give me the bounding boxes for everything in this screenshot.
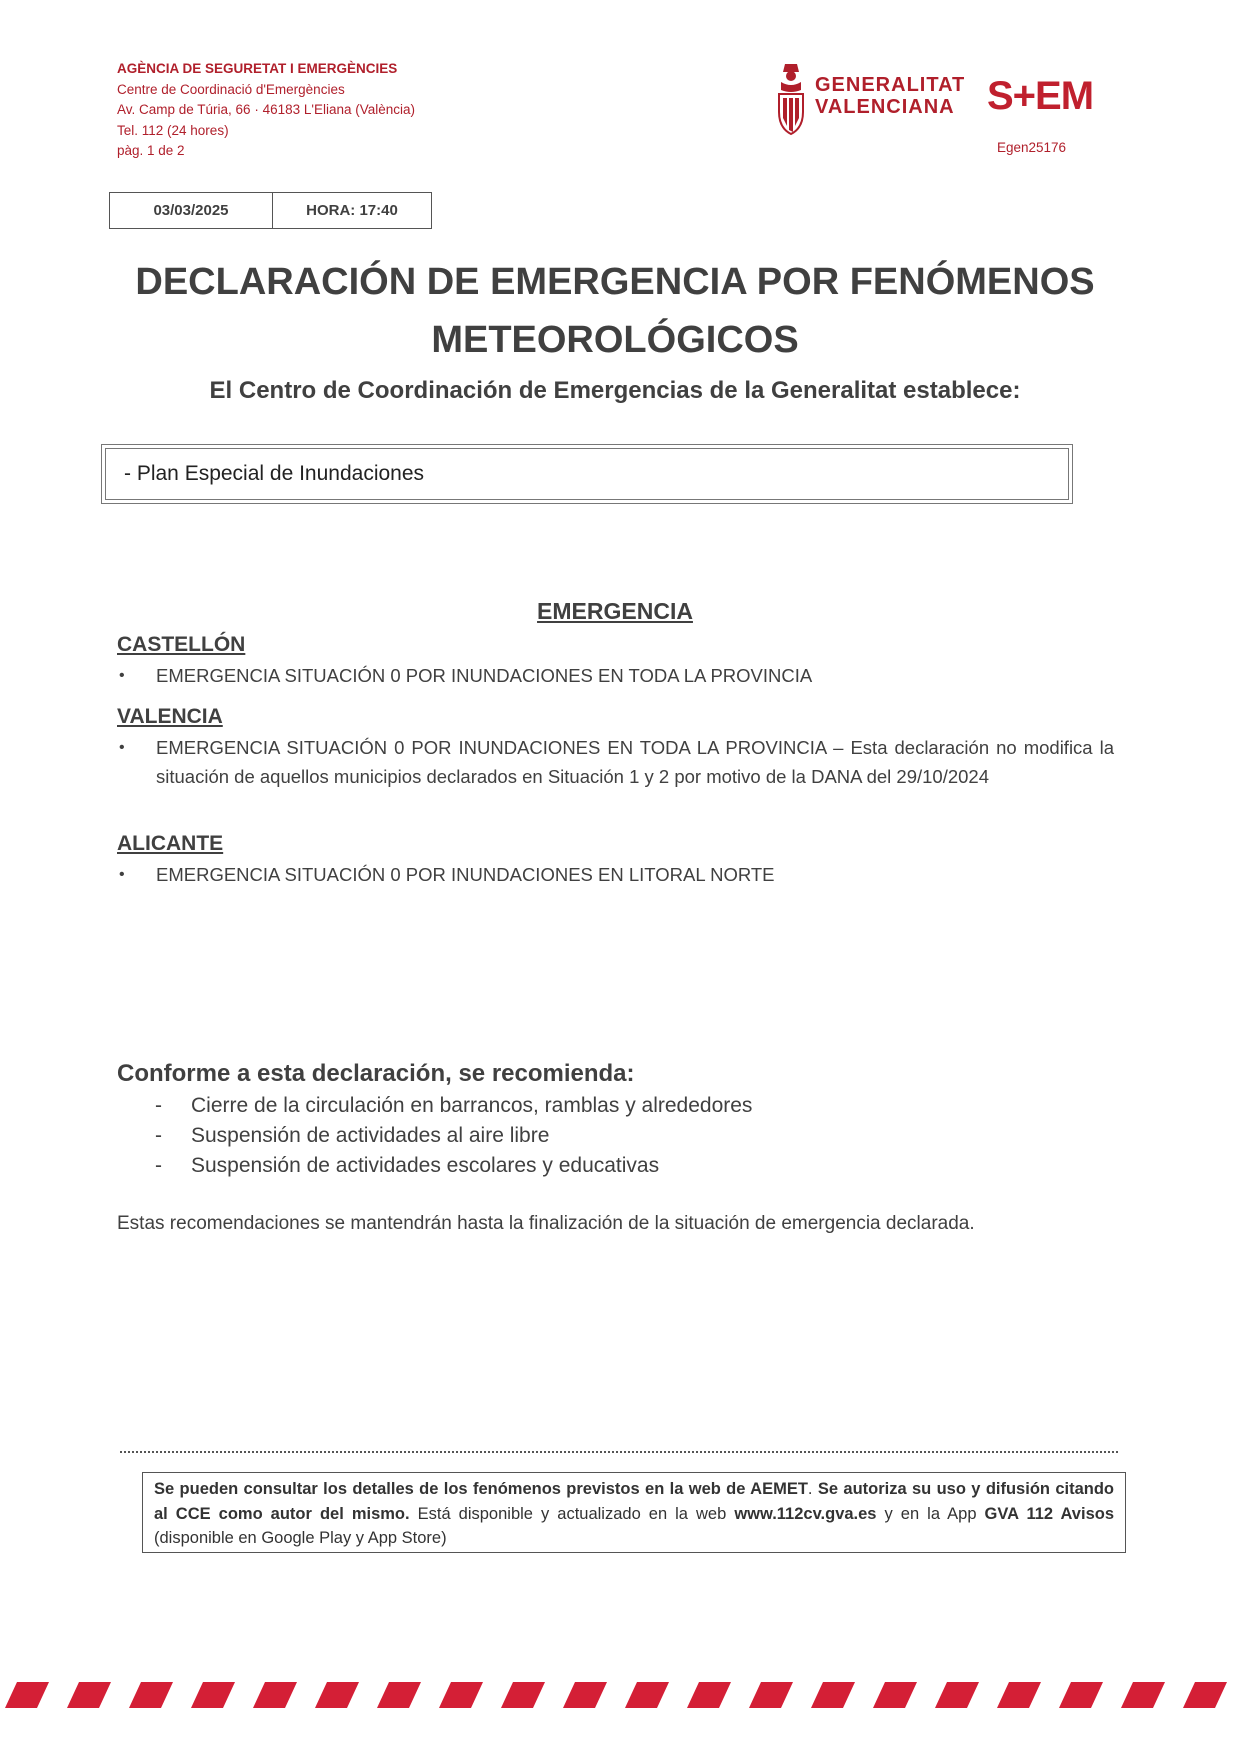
stripe-segment [687, 1682, 731, 1708]
province-heading-castellon: CASTELLÓN [117, 633, 246, 656]
date-time-box [109, 192, 432, 229]
recommendation-text: Suspensión de actividades al aire libre [191, 1124, 550, 1147]
stripe-segment [935, 1682, 979, 1708]
recommendation-item [155, 1154, 659, 1178]
stripe-segment [191, 1682, 235, 1708]
recommendation-item [155, 1094, 752, 1118]
dash-marker: - [155, 1094, 162, 1117]
logo-text-line1: GENERALITAT [815, 74, 966, 96]
recommendation-text: Cierre de la circulación en barrancos, ramblas y alrededores [191, 1094, 753, 1117]
plan-box [101, 444, 1073, 504]
bullet-icon: • [119, 866, 125, 883]
recommendation-text: Suspensión de actividades escolares y educativas [191, 1154, 660, 1177]
list-item-text: EMERGENCIA SITUACIÓN 0 POR INUNDACIONES EN TODA LA PROVINCIA [156, 665, 813, 686]
list-item-text: EMERGENCIA SITUACIÓN 0 POR INUNDACIONES EN TODA LA PROVINCIA – Esta declaración no modifica la situación de aquellos municipios declarados en Situación 1 y 2 por motivo de la DANA del 29/10/2024 [156, 737, 1114, 787]
sem-logo: S+EM [987, 74, 1094, 118]
province-heading-valencia: VALENCIA [117, 705, 223, 728]
list-item [117, 662, 1114, 691]
footer-text: (disponible en Google Play y App Store) [154, 1529, 447, 1547]
dash-marker: - [155, 1124, 162, 1147]
closing-note: Estas recomendaciones se mantendrán hasta la finalización de la situación de emergencia declarada. [117, 1213, 975, 1234]
phone: Tel. 112 (24 hores) [117, 122, 229, 138]
page-title [100, 253, 1130, 369]
stripe-segment [1183, 1682, 1227, 1708]
stripe-segment [129, 1682, 173, 1708]
province-heading-alicante: ALICANTE [117, 832, 224, 855]
stripe-segment [439, 1682, 483, 1708]
title-line-1: DECLARACIÓN DE EMERGENCIA POR FENÓMENOS [135, 261, 1095, 303]
generalitat-valenciana-logo [773, 62, 966, 138]
subtitle: El Centro de Coordinación de Emergencias de la Generalitat establece: [209, 377, 1021, 404]
stripe-segment [811, 1682, 855, 1708]
stripe-segment [749, 1682, 793, 1708]
dotted-separator [120, 1451, 1118, 1453]
agency-name: AGÈNCIA DE SEGURETAT I EMERGÈNCIES [117, 61, 398, 76]
stripe-segment [625, 1682, 669, 1708]
stripe-segment [997, 1682, 1041, 1708]
footer-website: www.112cv.gva.es [734, 1504, 877, 1523]
page-number: pàg. 1 de 2 [117, 143, 185, 158]
date-cell: 03/03/2025 [110, 193, 273, 228]
footer-authorization-text: Se autoriza su uso y difusión citando al CCE como autor del mismo. [154, 1480, 1114, 1523]
list-item [117, 861, 1114, 890]
footer-text: Está disponible y actualizado en la web [409, 1504, 735, 1523]
title-line-2: METEOROLÓGICOS [431, 319, 799, 361]
time-cell: HORA: 17:40 [306, 202, 398, 219]
stripe-segment [253, 1682, 297, 1708]
logo-text-line2: VALENCIANA [815, 96, 955, 118]
stripe-segment [67, 1682, 111, 1708]
footer-text: y en la App [876, 1504, 985, 1523]
plan-name: - Plan Especial de Inundaciones [105, 448, 1069, 500]
dash-marker: - [155, 1154, 162, 1177]
stripe-segment [315, 1682, 359, 1708]
center-name: Centre de Coordinació d'Emergències [117, 81, 345, 97]
stripe-segment [873, 1682, 917, 1708]
reference-code: Egen25176 [997, 140, 1067, 155]
section-heading: EMERGENCIA [537, 598, 693, 624]
list-item [117, 734, 1114, 791]
agency-header [117, 59, 415, 162]
recommendation-item [155, 1124, 549, 1148]
footer-app-name: GVA 112 Avisos [984, 1504, 1115, 1523]
recommendations-heading: Conforme a esta declaración, se recomienda: [117, 1060, 635, 1087]
stripe-segment [1059, 1682, 1103, 1708]
stripe-segment [1121, 1682, 1165, 1708]
address: Av. Camp de Túria, 66 · 46183 L'Eliana (València) [117, 102, 415, 117]
red-stripe-border [0, 1678, 1241, 1712]
footer-aemet-text: Se pueden consultar los detalles de los fenómenos previstos en la web de AEMET [154, 1480, 808, 1498]
stripe-segment [563, 1682, 607, 1708]
stripe-segment [5, 1682, 49, 1708]
bullet-icon: • [119, 739, 125, 756]
stripe-segment [501, 1682, 545, 1708]
footer-note [142, 1472, 1126, 1553]
coat-of-arms-icon [773, 62, 809, 138]
bullet-icon: • [119, 667, 125, 684]
footer-separator: . [807, 1480, 818, 1498]
list-item-text: EMERGENCIA SITUACIÓN 0 POR INUNDACIONES EN LITORAL NORTE [156, 864, 775, 885]
stripe-segment [377, 1682, 421, 1708]
